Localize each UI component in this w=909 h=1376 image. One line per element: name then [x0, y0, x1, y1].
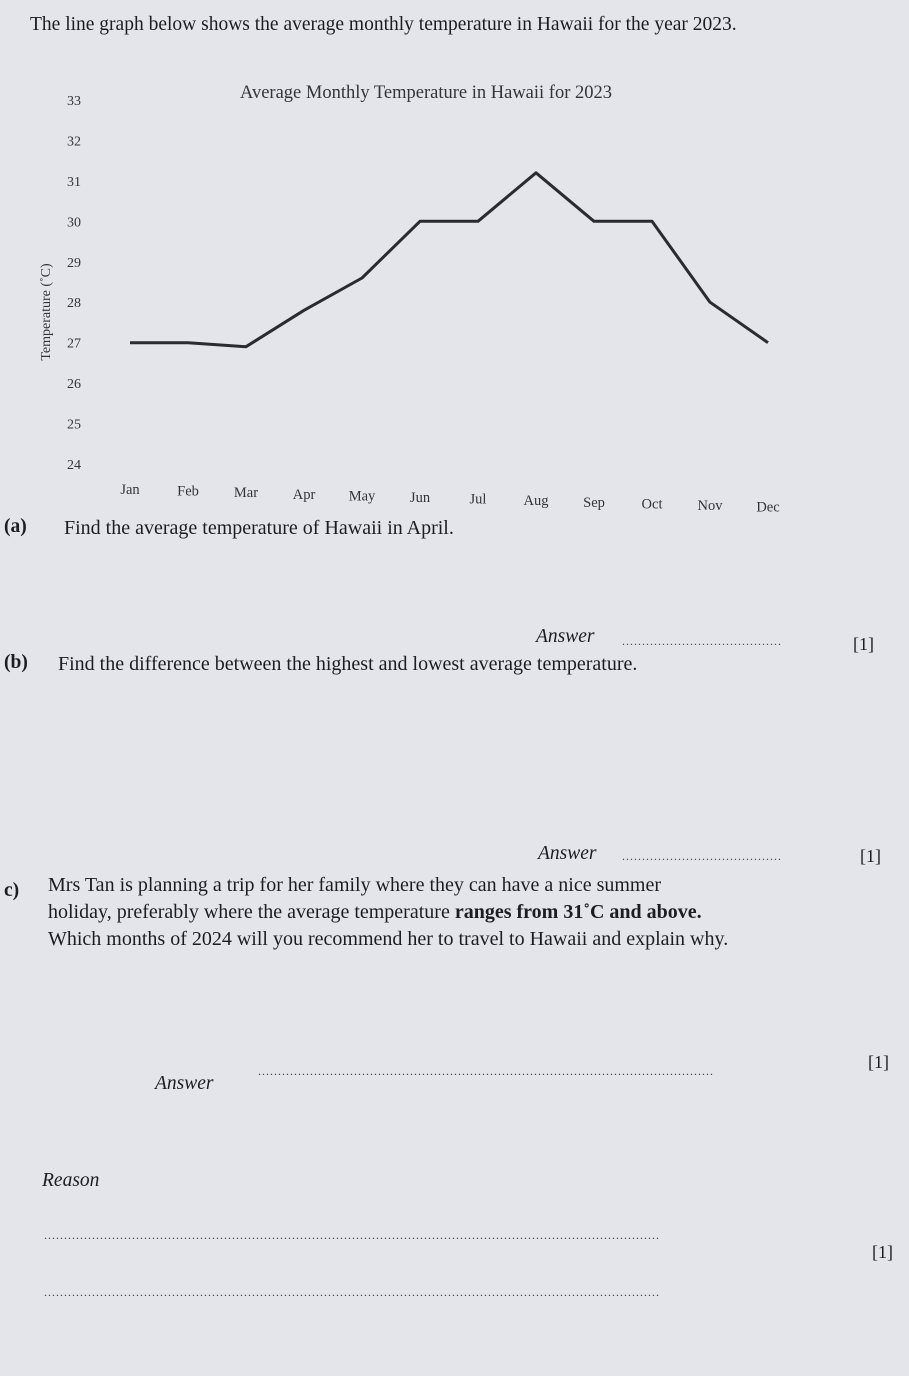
y-tick-label: 32: [67, 134, 81, 150]
x-tick-label: Sep: [583, 494, 605, 511]
x-tick-label: May: [348, 488, 376, 505]
y-tick-label: 30: [67, 215, 81, 231]
temperature-series-line: [130, 173, 768, 347]
x-tick-label: Oct: [641, 496, 663, 513]
answer-b-field[interactable]: ........................................: [622, 849, 782, 863]
x-tick-labels: [120, 482, 779, 516]
answer-c-label: Answer: [155, 1073, 214, 1094]
y-tick-label: 33: [67, 94, 81, 109]
x-tick-label: Jul: [469, 491, 487, 508]
question-c-line1: Mrs Tan is planning a trip for her family where they can have a nice summer: [48, 874, 662, 896]
answer-b-label: Answer: [538, 843, 597, 864]
marks-a: [1]: [853, 634, 874, 654]
reason-label: Reason: [42, 1170, 100, 1191]
answer-a-label: Answer: [536, 626, 595, 647]
y-tick-label: 25: [67, 417, 81, 433]
reason-field-line1[interactable]: ..........................................................................................................................................................: [44, 1228, 660, 1242]
question-c-line3: Which months of 2024 will you recommend her to travel to Hawaii and explain why.: [48, 928, 729, 950]
question-c-line2: holiday, preferably where the average temperature ranges from 31˚C and above.: [48, 901, 702, 923]
answer-a-field[interactable]: ........................................: [622, 634, 782, 648]
answer-c-field[interactable]: ..................................................................................................................: [258, 1064, 714, 1078]
y-tick-label: 29: [67, 255, 81, 271]
question-c-text: [48, 872, 868, 953]
y-axis-label: Temperature (˚C): [39, 263, 54, 361]
y-tick-label: 28: [67, 296, 81, 312]
x-tick-label: Mar: [233, 485, 259, 502]
x-tick-label: Jan: [120, 482, 140, 498]
x-tick-label: Aug: [523, 493, 549, 510]
question-b-label: (b): [4, 652, 28, 673]
chart-title: Average Monthly Temperature in Hawaii for 2023: [239, 83, 613, 103]
marks-c-answer: [1]: [868, 1052, 889, 1072]
intro-text: The line graph below shows the average monthly temperature in Hawaii for the year 2023.: [30, 14, 737, 35]
marks-c-reason: [1]: [872, 1242, 893, 1262]
series-lines: [130, 173, 768, 347]
reason-field-line2[interactable]: ..........................................................................................................................................................: [44, 1285, 660, 1299]
x-tick-label: Feb: [177, 483, 199, 500]
x-tick-label: Apr: [292, 486, 316, 503]
question-b-text: Find the difference between the highest and lowest average temperature.: [58, 653, 638, 675]
y-tick-label: 24: [67, 458, 81, 473]
x-tick-label: Dec: [756, 499, 780, 516]
question-a-label: (a): [4, 516, 27, 537]
y-tick-label: 26: [67, 377, 81, 393]
question-a-text: Find the average temperature of Hawaii in April.: [64, 517, 454, 539]
y-tick-labels: [67, 94, 81, 473]
y-tick-label: 27: [67, 336, 81, 352]
line-chart: [30, 62, 850, 522]
question-c-label: c): [4, 880, 20, 901]
x-tick-label: Nov: [697, 498, 723, 514]
y-tick-label: 31: [67, 174, 81, 190]
marks-b: [1]: [860, 846, 881, 866]
x-tick-label: Jun: [409, 490, 431, 506]
temperature-condition: ranges from 31˚C and above.: [454, 901, 702, 923]
